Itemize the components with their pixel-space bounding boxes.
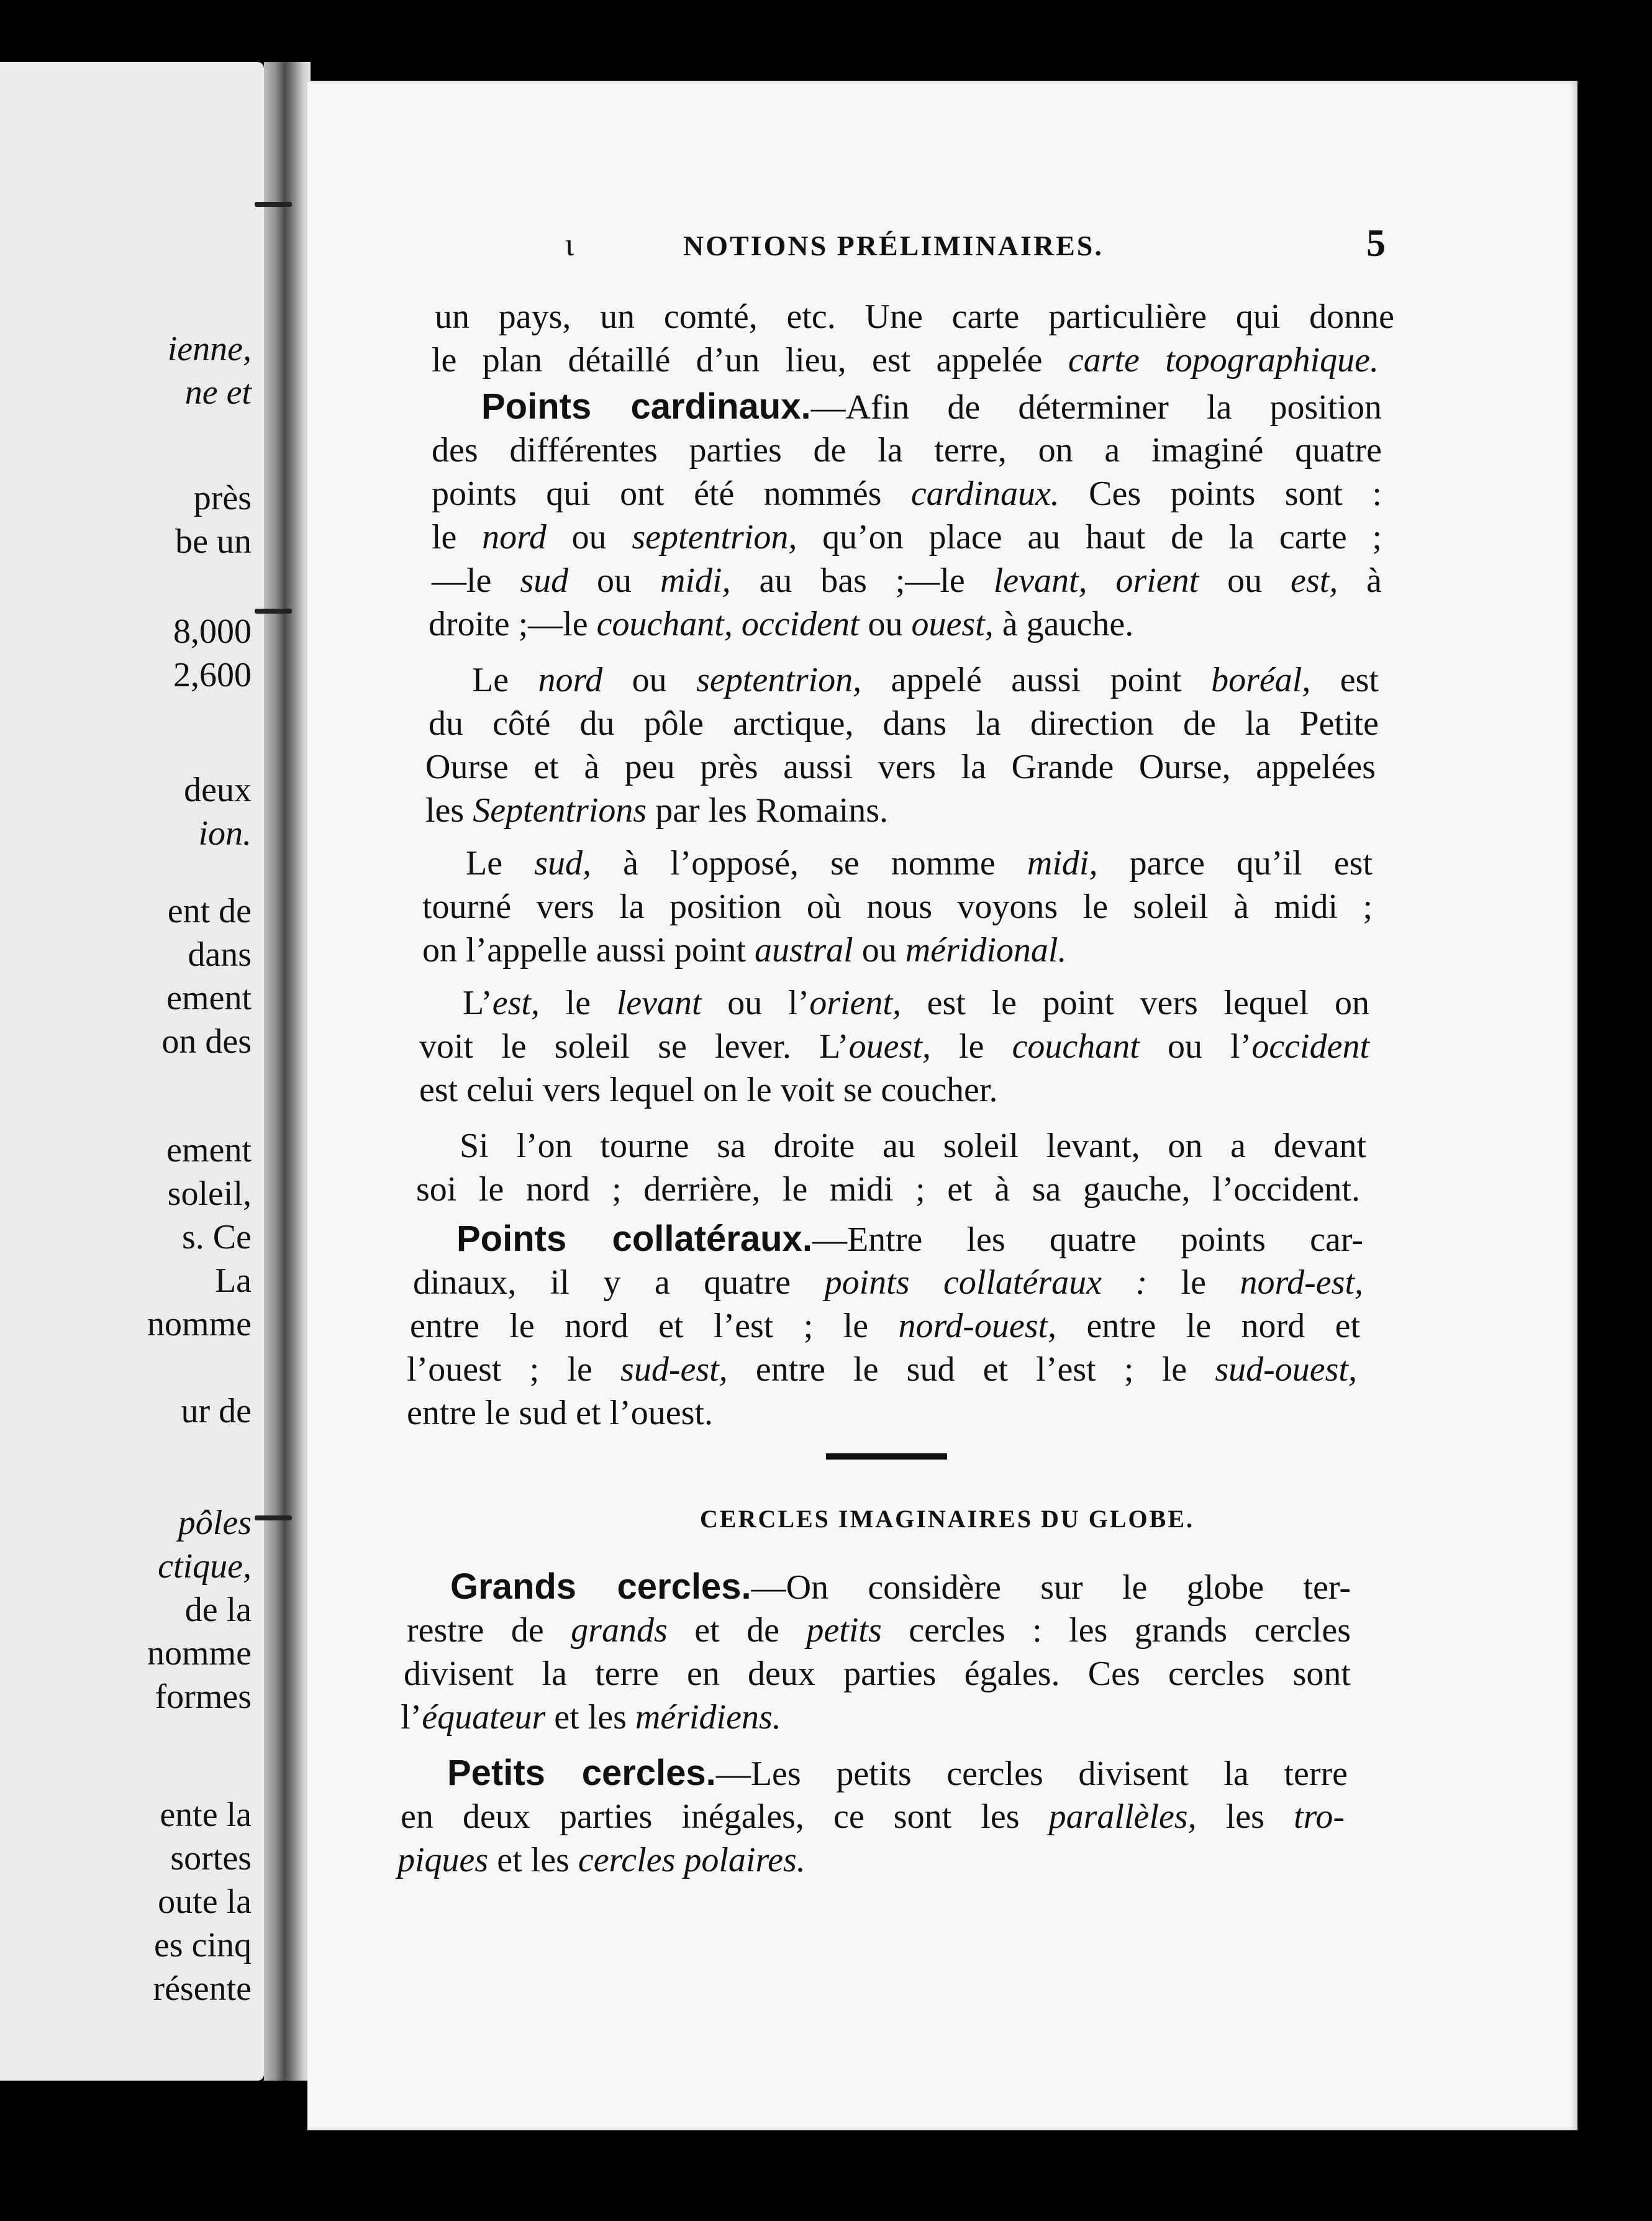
text-line: les Septentrions par les Romains. [425, 791, 889, 830]
left-fragment: de la [184, 1591, 252, 1629]
left-fragment: 8,000 [173, 612, 252, 651]
left-fragment: nomme [147, 1305, 252, 1343]
left-fragment: on des [161, 1022, 252, 1061]
left-fragment: ur de [181, 1392, 252, 1430]
text-line: Le nord ou septentrion, appelé aussi point boréal, est [472, 661, 1379, 699]
text-line: soi le nord ; derrière, le midi ; et à sa gauche, l’occident. [416, 1170, 1360, 1209]
left-fragment: ement [166, 1131, 252, 1170]
text-line: Si l’on tourne sa droite au soleil levant, on a devant [460, 1127, 1366, 1165]
text-line: le plan détaillé d’un lieu, est appelée carte topographique. [432, 341, 1379, 379]
book-gutter [264, 62, 311, 2081]
left-fragment: ion. [198, 814, 252, 853]
main-page [307, 81, 1577, 2130]
left-fragment: sortes [170, 1839, 252, 1878]
left-fragment: es cinq [153, 1926, 252, 1964]
text-line: entre le nord et l’est ; le nord-ouest, entre le nord et [410, 1307, 1360, 1345]
left-fragment: 2,600 [173, 656, 252, 694]
running-header [307, 222, 1577, 276]
left-fragment: pôles [178, 1504, 252, 1542]
text-line: voit le soleil se lever. L’ouest, le couchant ou l’occident [419, 1027, 1369, 1066]
header-mark: ι [565, 227, 574, 263]
text-line: droite ;—le couchant, occident ou ouest, à gauche. [429, 605, 1134, 643]
text-line: du côté du pôle arctique, dans la direction de la Petite [429, 704, 1379, 743]
left-fragment: ne et [184, 373, 252, 412]
page-number: 5 [1366, 222, 1386, 265]
text-line: Points collatéraux.—Entre les quatre points car- [456, 1219, 1363, 1259]
left-fragment: dans [188, 935, 252, 974]
text-line: un pays, un comté, etc. Une carte particulière qui donne [435, 297, 1394, 336]
binding-stitch [255, 1515, 292, 1520]
section-divider-rule [826, 1453, 947, 1460]
text-line: Le sud, à l’opposé, se nomme midi, parce qu’il est [466, 844, 1373, 883]
binding-stitch [255, 202, 292, 207]
section-heading: Petits cercles. [447, 1753, 716, 1793]
text-line: points qui ont été nommés cardinaux. Ces points sont : [432, 475, 1382, 513]
left-fragment: be un [175, 522, 252, 561]
section-heading: Points cardinaux. [481, 386, 811, 427]
left-fragment: ienne, [167, 330, 252, 368]
text-line: le nord ou septentrion, qu’on place au haut de la carte ; [432, 518, 1382, 556]
text-line: des différentes parties de la terre, on a imaginé quatre [432, 431, 1382, 470]
left-fragment: s. Ce [182, 1218, 252, 1256]
text-line: est celui vers lequel on le voit se coucher. [419, 1071, 998, 1109]
left-fragment: résente [153, 1969, 252, 2008]
left-fragment: La [214, 1261, 252, 1300]
text-line: restre de grands et de petits cercles : les grands cercles [407, 1611, 1351, 1650]
left-fragment: soleil, [167, 1174, 252, 1213]
left-fragment: deux [184, 771, 252, 809]
left-fragment: ent de [167, 892, 252, 930]
left-fragment: ctique, [158, 1547, 252, 1586]
text-line: Petits cercles.—Les petits cercles divisent la terre [447, 1753, 1348, 1793]
text-line: L’est, le levant ou l’orient, est le point vers lequel on [463, 984, 1369, 1022]
left-fragment: ente la [160, 1796, 252, 1834]
text-line: entre le sud et l’ouest. [407, 1394, 713, 1432]
text-line: Points cardinaux.—Afin de déterminer la position [481, 386, 1382, 427]
section-heading: Grands cercles. [450, 1566, 751, 1607]
left-fragment: formes [155, 1678, 252, 1716]
section-heading: Points collatéraux. [456, 1219, 812, 1259]
binding-stitch [255, 609, 292, 614]
section-title: CERCLES IMAGINAIRES DU GLOBE. [699, 1505, 1195, 1533]
left-facing-page [0, 62, 264, 2081]
left-fragment: près [193, 479, 252, 517]
text-line: dinaux, il y a quatre points collatéraux : le nord-est, [413, 1263, 1364, 1302]
left-fragment: ement [166, 979, 252, 1017]
text-line: Ourse et à peu près aussi vers la Grande Ourse, appelées [425, 748, 1376, 786]
left-fragment: oute la [158, 1883, 252, 1921]
text-line: l’ouest ; le sud-est, entre le sud et l’est ; le sud-ouest, [407, 1350, 1357, 1389]
text-line: en deux parties inégales, ce sont les parallèles, les tro- [401, 1797, 1345, 1836]
text-line: on l’appelle aussi point austral ou méridional. [422, 931, 1067, 970]
text-line: —le sud ou midi, au bas ;—le levant, orient ou est, à [432, 561, 1382, 600]
text-line: Grands cercles.—On considère sur le globe ter- [450, 1566, 1351, 1607]
text-line: divisent la terre en deux parties égales. Ces cercles sont [404, 1655, 1351, 1693]
running-title: NOTIONS PRÉLIMINAIRES. [683, 230, 1104, 261]
text-line: piques et les cercles polaires. [397, 1841, 806, 1879]
text-line: l’équateur et les méridiens. [401, 1698, 781, 1737]
text-line: tourné vers la position où nous voyons le soleil à midi ; [422, 888, 1373, 926]
left-fragment: nomme [147, 1634, 252, 1673]
